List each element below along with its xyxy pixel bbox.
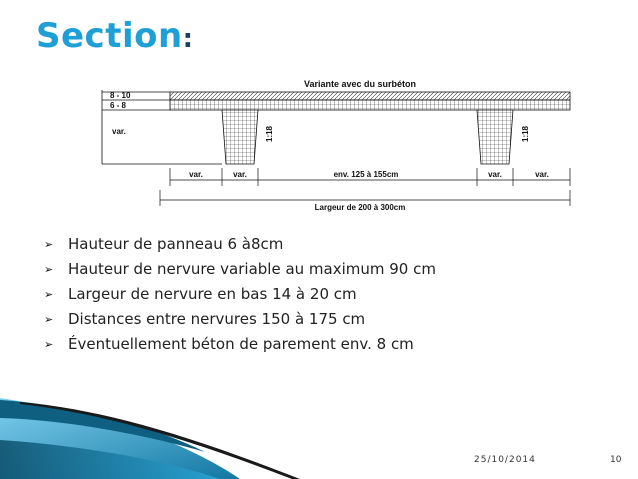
bottom-var-4: var.	[535, 170, 549, 179]
section-diagram	[94, 76, 584, 218]
arrow-bullet-icon: ➢	[44, 313, 54, 326]
panel-layer	[170, 100, 570, 110]
bullet-text: Éventuellement béton de parement env. 8 cm	[68, 335, 414, 353]
swoosh-light	[0, 398, 240, 479]
bullet-item	[42, 257, 602, 282]
bullet-item	[42, 282, 602, 307]
rib-left	[222, 110, 258, 164]
bullet-text: Hauteur de nervure variable au maximum 90 cm	[68, 260, 436, 278]
topping-layer	[170, 92, 570, 100]
swoosh-dark	[0, 400, 205, 452]
bottom-var-1: var.	[189, 170, 203, 179]
slide-title: Section:	[36, 16, 194, 56]
bottom-total-label: Largeur de 200 à 300cm	[314, 203, 406, 212]
diagram-caption: Variante avec du surbéton	[303, 79, 417, 89]
footer-date: 25/10/2014	[474, 455, 536, 465]
bullet-text: Distances entre nervures 150 à 175 cm	[68, 310, 366, 328]
slope-right-label: 1:18	[521, 125, 530, 143]
dim-top-label: 8 - 10	[110, 91, 131, 100]
dim-second-label: 6 - 8	[110, 101, 127, 110]
swoosh-line	[20, 402, 300, 479]
bottom-middle-label: env. 125 à 155cm	[333, 170, 399, 179]
slope-left-label: 1:18	[265, 125, 274, 143]
rib-right	[477, 110, 513, 164]
bottom-var-3: var.	[488, 170, 502, 179]
arrow-bullet-icon: ➢	[44, 338, 54, 351]
arrow-bullet-icon: ➢	[44, 288, 54, 301]
bullet-text: Largeur de nervure en bas 14 à 20 cm	[68, 285, 357, 303]
bottom-var-2: var.	[233, 170, 247, 179]
bullet-list	[42, 232, 602, 357]
dim-var-left-label: var.	[112, 127, 126, 136]
bullet-item	[42, 232, 602, 257]
swoosh-bottom	[0, 440, 220, 479]
footer-page-number: 10	[610, 455, 622, 465]
bullet-text: Hauteur de panneau 6 à8cm	[68, 235, 284, 253]
arrow-bullet-icon: ➢	[44, 263, 54, 276]
title-colon: :	[182, 24, 194, 54]
bullet-item	[42, 332, 602, 357]
bullet-item	[42, 307, 602, 332]
arrow-bullet-icon: ➢	[44, 238, 54, 251]
